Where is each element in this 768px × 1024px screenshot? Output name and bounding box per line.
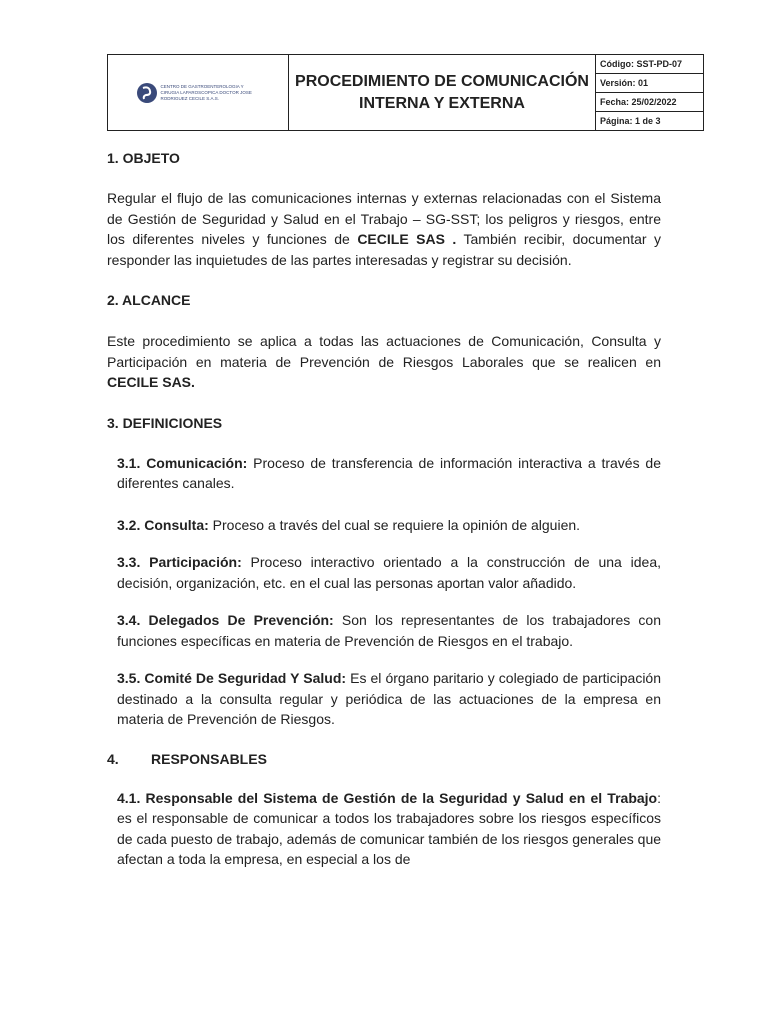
section-heading-definiciones: 3. DEFINICIONES	[107, 414, 223, 431]
logo-text: CENTRO DE GASTROENTEROLOGIA Y CIRUGIA LAPAROSCOPICA DOCTOR JOSE RODRIGUEZ CECILE S.A.S.	[160, 83, 252, 101]
logo-cell	[108, 55, 289, 131]
definition-item: 3.2. Consulta: Proceso a través del cual se requiere la opinión de alguien.	[117, 516, 581, 533]
section-heading-alcance: 2. ALCANCE	[107, 292, 191, 308]
company-logo-icon	[136, 82, 158, 104]
definition-item: 3.4. Delegados De Prevención: Son los representantes de los trabajadores con funciones específicas en materia de Prevención de Riesgos en el trabajo.	[117, 612, 662, 649]
alcance-paragraph: Este procedimiento se aplica a todas las actuaciones de Comunicación, Consulta y Participación en materia de Prevención de Riesgos Laborales que se realicen en CECILE SAS.	[107, 333, 661, 390]
document-header	[107, 54, 704, 131]
definition-item: 3.5. Comité De Seguridad Y Salud: Es el órgano paritario y colegiado de participación destinado a la consulta regular y periódica de las actuaciones de la empresa en materia de Prevención de Riesgos.	[117, 670, 661, 727]
objeto-paragraph: Regular el flujo de las comunicaciones internas y externas relacionadas con el Sistema de Gestión de Seguridad y Salud en el Trabajo – SG-SST; los peligros y riesgos, entre los diferentes niveles y funciones de CECILE SAS . También recibir, documentar y responder las inquietudes de las partes interesadas y registrar su decisión.	[107, 190, 662, 268]
section-heading-responsables: 4. RESPONSABLES	[107, 750, 267, 767]
document-title: PROCEDIMIENTO DE COMUNICACIÓN INTERNA Y EXTERNA	[289, 55, 596, 131]
document-code: Código: SST-PD-07	[596, 55, 704, 74]
section-heading-objeto: 1. OBJETO	[107, 150, 180, 166]
responsable-item: 4.1. Responsable del Sistema de Gestión de la Seguridad y Salud en el Trabajo: es el responsable de comunicar a todos los trabajadores sobre los riesgos específicos de cada puesto de trabajo, además de comunicar también de los riesgos generales que afectan a toda la empresa, en especial a los de	[117, 789, 662, 867]
document-body	[107, 148, 661, 870]
document-date: Fecha: 25/02/2022	[596, 93, 704, 112]
definition-item: 3.1. Comunicación: Proceso de transferencia de información interactiva a través de diferentes canales.	[117, 454, 661, 491]
document-version: Versión: 01	[596, 74, 704, 93]
definition-item: 3.3. Participación: Proceso interactivo orientado a la construcción de una idea, decisión, organización, etc. en el cual las personas aportan valor añadido.	[117, 554, 661, 591]
document-page: Página: 1 de 3	[596, 112, 704, 131]
